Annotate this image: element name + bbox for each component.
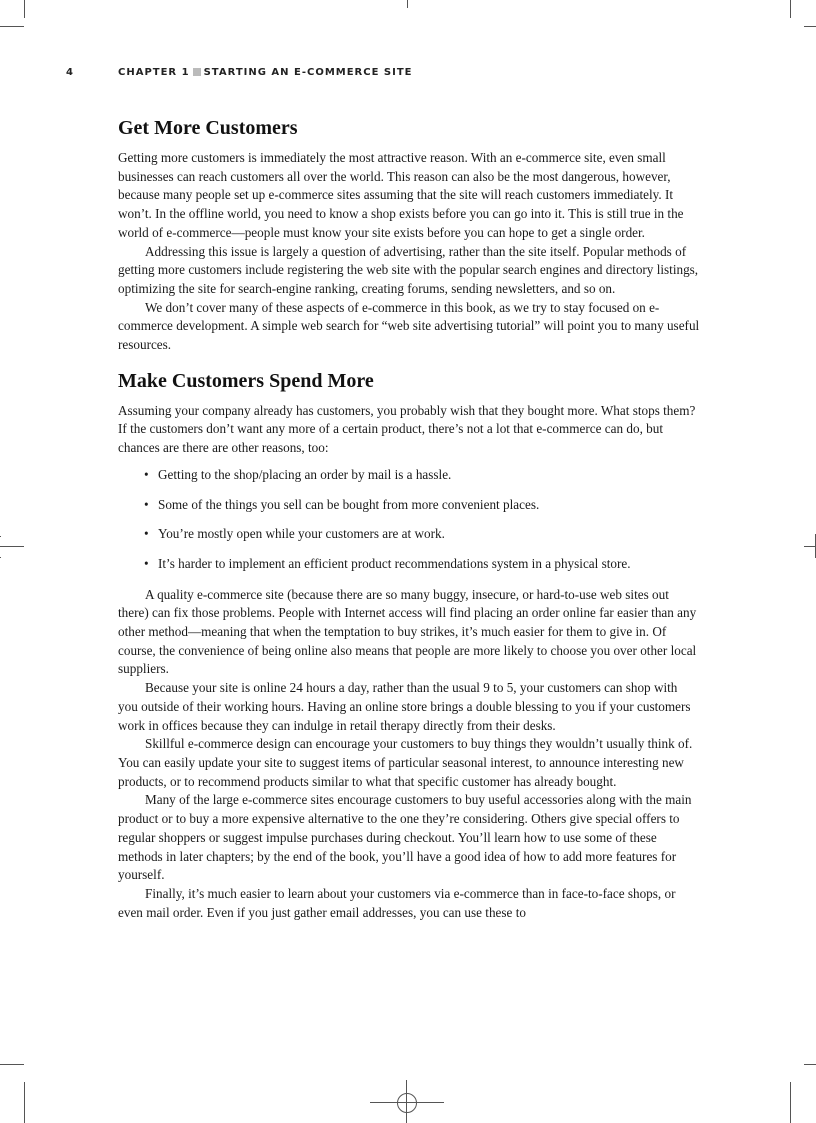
section-heading: Get More Customers xyxy=(118,117,298,139)
crop-mark xyxy=(0,1064,24,1065)
list-item xyxy=(144,525,666,544)
bullet-list xyxy=(118,466,666,574)
registration-mark xyxy=(0,546,24,547)
list-item xyxy=(144,496,666,515)
list-item-text: Getting to the shop/placing an order by mail is a hassle. xyxy=(158,466,452,482)
page-number: 4 xyxy=(66,67,74,78)
crop-mark xyxy=(407,0,408,8)
paragraph: We don’t cover many of these aspects of e-commerce in this book, as we try to stay focused on e-commerce development. A simple web search for “web site advertising tutorial” will point you to many useful resources. xyxy=(118,299,700,353)
list-item xyxy=(144,466,666,485)
chapter-header xyxy=(118,67,413,78)
paragraph: A quality e-commerce site (because there are so many buggy, insecure, or hard-to-use web sites out there) can fix those problems. People with Internet access will find placing an order online far easier than any other method—meaning that when the temptation to buy strikes, it’s much easier for them to give in. Of course, the convenience of being online also means that people are more likely to choose you over other local suppliers. xyxy=(118,586,697,677)
crop-mark xyxy=(790,0,791,18)
crop-mark xyxy=(804,1064,816,1065)
bullet-icon: • xyxy=(144,466,149,482)
separator-square-icon xyxy=(193,68,201,76)
crop-mark xyxy=(0,26,24,27)
paragraph: Addressing this issue is largely a question of advertising, rather than the site itself. Popular methods of getting more customers include registering the web site with the popular search engines and directory listings, optimizing the site for search-engine ranking, creating forums, sending newsletters, and so on. xyxy=(118,243,699,296)
registration-arc xyxy=(0,536,12,558)
list-item xyxy=(144,555,666,574)
paragraph: Because your site is online 24 hours a day, rather than the usual 9 to 5, your customers can shop with you outside of their working hours. Having an online store brings a double blessing to you if your customers work in offices because they can indulge in retail therapy directly from their desks. xyxy=(118,680,691,733)
page-body xyxy=(118,116,700,922)
list-item-text: It’s harder to implement an efficient product recommendations system in a physical store. xyxy=(158,555,631,571)
list-item-text: Some of the things you sell can be bought from more convenient places. xyxy=(158,496,540,512)
registration-circle xyxy=(397,1093,417,1113)
chapter-label: CHAPTER 1 xyxy=(118,67,190,78)
paragraph: Getting more customers is immediately the most attractive reason. With an e-commerce site, even small businesses can reach customers all over the world. This reason can also be the most dangerous, however, because many people set up e-commerce sites assuming that the site will reach customers immediately. It won’t. In the offline world, you need to know a shop exists before you can go into it. This is still true in the world of e-commerce—people must know your site exists before you can hope to get a single order. xyxy=(118,150,684,240)
crop-mark xyxy=(24,0,25,18)
crop-mark xyxy=(24,1082,25,1123)
section-heading: Make Customers Spend More xyxy=(118,369,374,392)
bullet-icon: • xyxy=(144,555,149,571)
list-item-text: You’re mostly open while your customers are at work. xyxy=(158,526,445,542)
crop-mark xyxy=(804,26,816,27)
bullet-icon: • xyxy=(144,496,149,512)
paragraph: Assuming your company already has customers, you probably wish that they bought more. What stops them? If the customers don’t want any more of a certain product, there’s not a lot that e-commerce can do, but chances are there are other reasons, too: xyxy=(118,402,696,456)
crop-mark xyxy=(790,1082,791,1123)
chapter-title: STARTING AN E-COMMERCE SITE xyxy=(203,67,413,78)
paragraph: Skillful e-commerce design can encourage your customers to buy things they wouldn’t usually think of. You can easily update your site to suggest items of particular seasonal interest, to announce interesting new products, or to recommend products similar to what that specific customer has already bought. xyxy=(118,736,693,789)
paragraph: Many of the large e-commerce sites encourage customers to buy useful accessories along with the main product or to buy a more expensive alternative to the one they’re considering. Others give special offers to regular shoppers or suggest impulse purchases during checkout. You’ll learn how to use some of these methods in later chapters; by the end of the book, you’ll have a good idea of how to add more features for yourself. xyxy=(118,792,692,883)
bullet-icon: • xyxy=(144,526,149,542)
paragraph: Finally, it’s much easier to learn about your customers via e-commerce than in face-to-face shops, or even mail order. Even if you just gather email addresses, you can use these to xyxy=(118,885,676,920)
